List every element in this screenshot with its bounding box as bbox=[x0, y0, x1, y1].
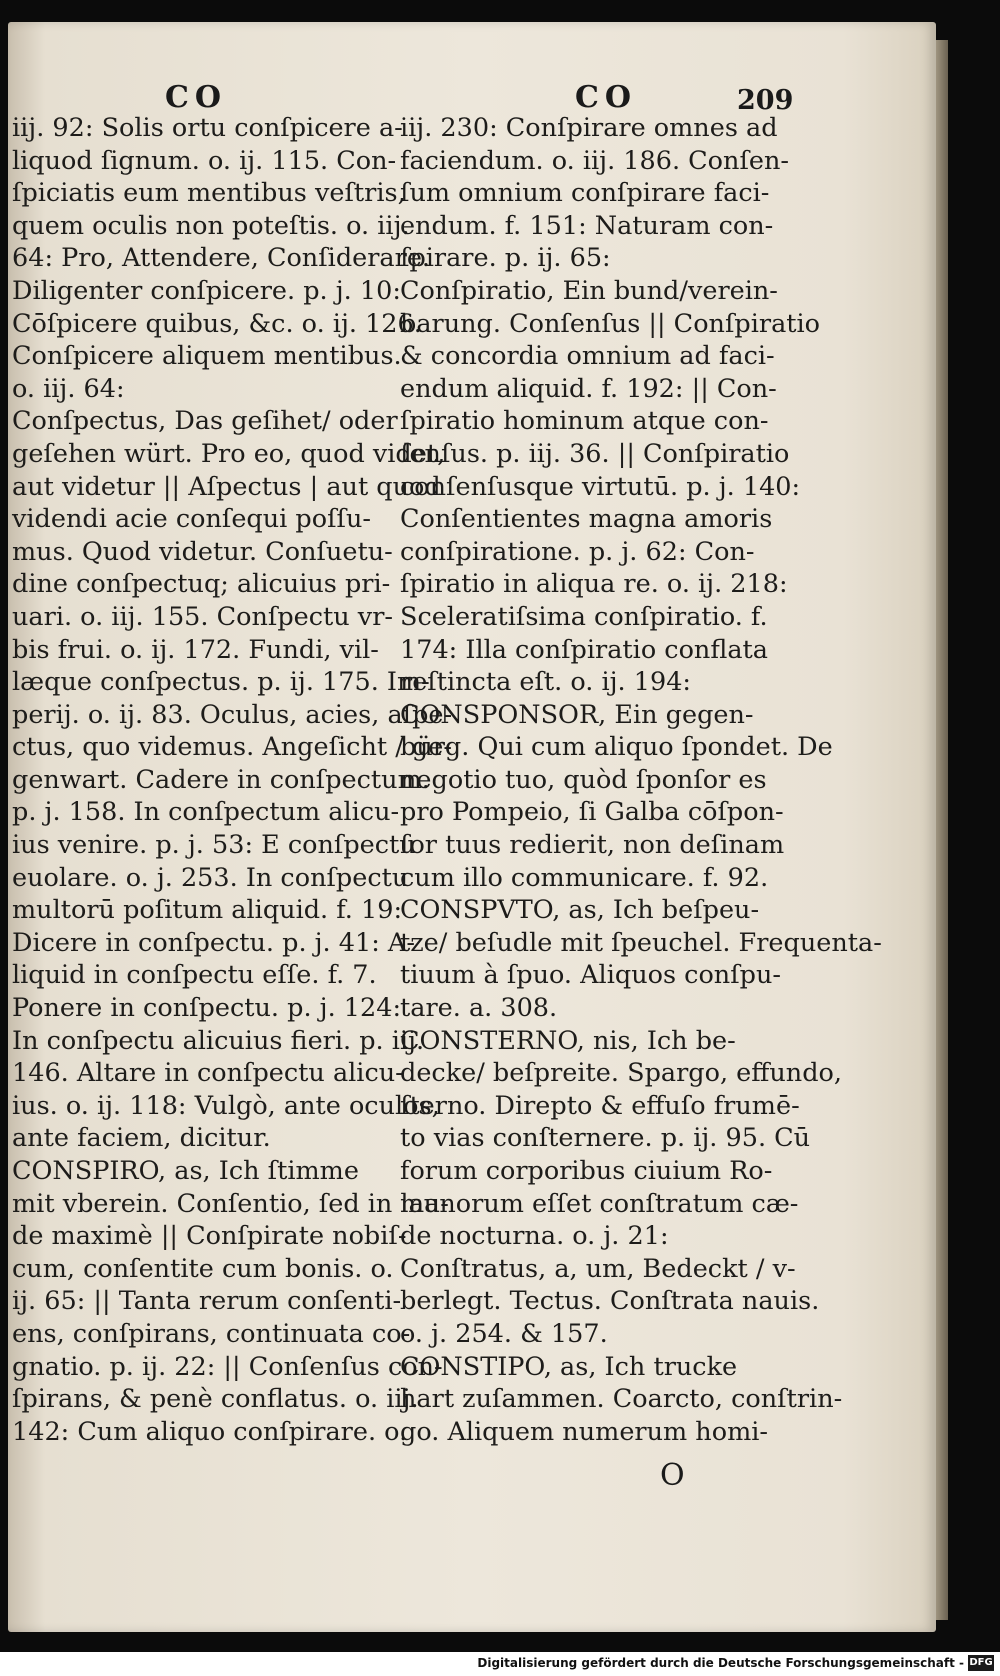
text-line: liquod ſignum. o. ij. 115. Con- bbox=[12, 145, 397, 176]
text-line: cum illo communicare. f. 92. bbox=[400, 862, 769, 893]
text-line: faciendum. o. iij. 186. Conſen- bbox=[400, 145, 790, 176]
text-line: reſtincta eſt. o. ij. 194: bbox=[400, 667, 692, 698]
text-line: 174: Illa conſpiratio conflata bbox=[400, 634, 769, 665]
dfg-logo: DFG bbox=[968, 1655, 994, 1671]
text-line: ius venire. p. j. 53: E conſpectu bbox=[12, 830, 416, 861]
text-line: ſpiciatis eum mentibus veſtris, bbox=[12, 178, 406, 209]
text-line: ij. 65: || Tanta rerum conſenti- bbox=[12, 1286, 402, 1317]
running-head-right: CO bbox=[575, 80, 638, 115]
text-line: 64: Pro, Attendere, Conſiderare. bbox=[12, 243, 431, 274]
text-line: Conſpiratio, Ein bund/verein- bbox=[400, 275, 778, 306]
text-line: mit vberein. Conſentio, ſed in lau- bbox=[12, 1188, 449, 1219]
text-line: bürg. Qui cum aliquo ſpondet. De bbox=[400, 732, 833, 763]
text-line: CONSTERNO, nis, Ich be- bbox=[400, 1025, 736, 1056]
text-line: Cōſpicere quibus, &c. o. ij. 126. bbox=[12, 308, 422, 339]
text-line: ſor tuus redierit, non deſinam bbox=[400, 830, 785, 861]
text-line: decke/ beſpreite. Spargo, effundo, bbox=[400, 1058, 843, 1089]
running-head-left: CO bbox=[165, 80, 228, 115]
text-line: Ponere in conſpectu. p. j. 124: bbox=[12, 993, 402, 1024]
text-line: Conſtratus, a, um, Bedeckt / v- bbox=[400, 1253, 796, 1284]
text-line: ſpirans, & penè conflatus. o. iij. bbox=[12, 1384, 419, 1415]
text-line: ius. o. ij. 118: Vulgò, ante oculos, bbox=[12, 1090, 440, 1121]
text-line: videndi acie conſequi poſſu- bbox=[12, 504, 372, 535]
right-column bbox=[400, 112, 882, 1448]
text-line: p. j. 158. In conſpectum alicu- bbox=[12, 797, 400, 828]
text-line: ſenſus. p. iij. 36. || Conſpiratio bbox=[400, 438, 790, 469]
text-line: tze/ beſudle mit ſpeuchel. Frequenta- bbox=[400, 927, 882, 958]
text-line: go. Aliquem numerum homi- bbox=[400, 1416, 769, 1447]
text-line: genwart. Cadere in conſpectum. bbox=[12, 764, 430, 795]
text-line: uari. o. iij. 155. Conſpectu vr- bbox=[12, 601, 394, 632]
text-line: In conſpectu alicuius fieri. p. iij. bbox=[12, 1025, 425, 1056]
text-line: ante faciem, dicitur. bbox=[12, 1123, 271, 1154]
catchword: O bbox=[660, 1458, 685, 1493]
text-line: cum, conſentite cum bonis. o. bbox=[12, 1253, 394, 1284]
text-line: læque conſpectus. p. ij. 175. Im- bbox=[12, 667, 430, 698]
footer-credit: Digitalisierung gefördert durch die Deutsche Forschungsgemeinschaft - bbox=[477, 1656, 964, 1670]
text-line: hart zuſammen. Coarcto, conſtrin- bbox=[400, 1384, 843, 1415]
text-line: endum aliquid. f. 192: || Con- bbox=[400, 373, 777, 404]
text-line: forum corporibus ciuium Ro- bbox=[400, 1156, 773, 1186]
text-line: CONSTIPO, as, Ich trucke bbox=[400, 1351, 738, 1382]
text-line: iij. 230: Conſpirare omnes ad bbox=[400, 113, 778, 143]
text-line: ſpiratio in aliqua re. o. ij. 218: bbox=[400, 569, 788, 600]
text-line: to vias conſternere. p. ij. 95. Cū bbox=[400, 1123, 811, 1154]
text-line: endum. f. 151: Naturam con- bbox=[400, 210, 774, 241]
text-line: ſterno. Direpto & effuſo frumē- bbox=[400, 1090, 800, 1121]
text-line: dine conſpectuq; alicuius pri- bbox=[12, 569, 391, 600]
text-line: berlegt. Tectus. Conſtrata nauis. bbox=[400, 1286, 820, 1317]
text-line: tare. a. 308. bbox=[400, 993, 558, 1024]
text-line: perij. o. ij. 83. Oculus, acies, aſpe- bbox=[12, 699, 453, 730]
text-line: ſum omnium conſpirare faci- bbox=[400, 178, 770, 209]
text-line: Conſpicere aliquem mentibus. bbox=[12, 341, 402, 372]
text-line: tiuum à ſpuo. Aliquos conſpu- bbox=[400, 960, 782, 991]
text-line: de maximè || Conſpirate nobiſ- bbox=[12, 1221, 407, 1252]
text-line: euolare. o. j. 253. In conſpectu bbox=[12, 862, 409, 893]
text-line: negotio tuo, quòd ſponſor es bbox=[400, 764, 767, 795]
page-edge bbox=[936, 40, 948, 1620]
text-line: o. j. 254. & 157. bbox=[400, 1318, 608, 1349]
text-line: Sceleratiſsima conſpiratio. f. bbox=[400, 601, 768, 632]
text-line: CONSPVTO, as, Ich beſpeu- bbox=[400, 895, 760, 926]
text-line: liquid in conſpectu eſſe. f. 7. bbox=[12, 960, 377, 991]
text-line: Diligenter conſpicere. p. j. 10: bbox=[12, 275, 401, 306]
text-line: conſenſusque virtutū. p. j. 140: bbox=[400, 471, 801, 502]
text-line: bis frui. o. ij. 172. Fundi, vil- bbox=[12, 634, 379, 665]
text-line: pro Pompeio, ſi Galba cōſpon- bbox=[400, 797, 784, 828]
text-line: ens, conſpirans, continuata co- bbox=[12, 1318, 411, 1349]
text-line: Dicere in conſpectu. p. j. 41: A- bbox=[12, 927, 415, 958]
text-line: multorū poſitum aliquid. f. 19: bbox=[12, 895, 403, 926]
text-line: Conſpectus, Das geſihet/ oder bbox=[12, 406, 398, 437]
text-line: conſpiratione. p. j. 62: Con- bbox=[400, 536, 755, 567]
text-line: ſpiratio hominum atque con- bbox=[400, 406, 769, 437]
text-line: iij. 92: Solis ortu conſpicere a- bbox=[12, 113, 403, 143]
text-line: 142: Cum aliquo conſpirare. o. bbox=[12, 1416, 408, 1447]
page-number: 209 bbox=[737, 85, 794, 116]
text-line: CONSPONSOR, Ein gegen- bbox=[400, 699, 754, 730]
text-line: mus. Quod videtur. Conſuetu- bbox=[12, 536, 393, 567]
text-line: o. iij. 64: bbox=[12, 373, 125, 404]
text-line: de nocturna. o. j. 21: bbox=[400, 1221, 669, 1252]
text-line: ctus, quo videmus. Angeſicht / ge- bbox=[12, 732, 452, 763]
text-line: gnatio. p. ij. 22: || Conſenſus con- bbox=[12, 1351, 443, 1382]
text-line: Conſentientes magna amoris bbox=[400, 504, 773, 535]
text-line: ſpirare. p. ij. 65: bbox=[400, 243, 611, 274]
text-line: manorum eſſet conſtratum cæ- bbox=[400, 1188, 799, 1219]
text-line: & concordia omnium ad faci- bbox=[400, 341, 775, 372]
text-line: barung. Conſenſus || Conſpiratio bbox=[400, 308, 821, 339]
text-line: geſehen würt. Pro eo, quod videt, bbox=[12, 438, 446, 469]
text-line: quem oculis non poteſtis. o. iij. bbox=[12, 210, 410, 241]
text-line: 146. Altare in conſpectu alicu- bbox=[12, 1058, 404, 1089]
text-line: CONSPIRO, as, Ich ſtimme bbox=[12, 1156, 359, 1186]
left-column bbox=[12, 112, 453, 1448]
text-line: aut videtur || Aſpectus | aut quod bbox=[12, 471, 441, 502]
footer-bar bbox=[0, 1652, 1000, 1676]
